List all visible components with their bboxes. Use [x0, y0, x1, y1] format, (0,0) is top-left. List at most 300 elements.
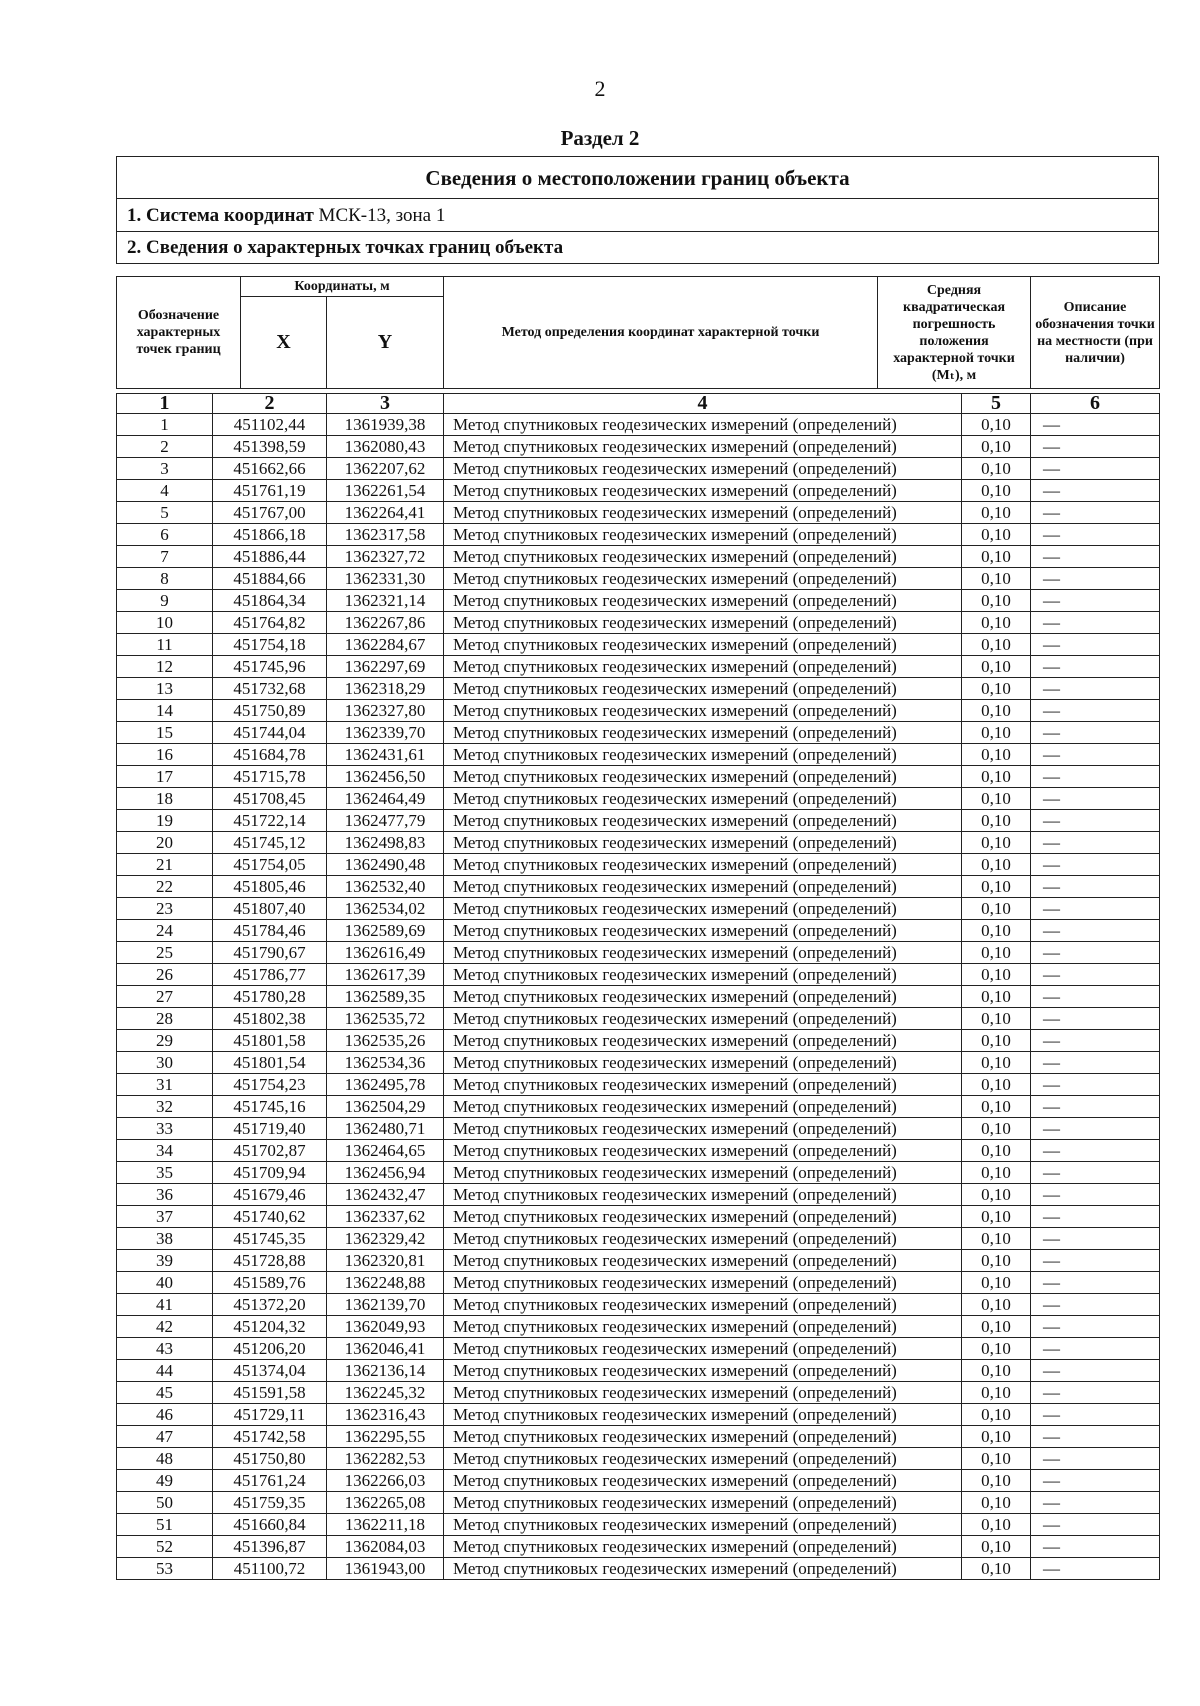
method: Метод спутниковых геодезических измерений (определений)	[444, 920, 962, 942]
point-number: 12	[117, 656, 213, 678]
coordinate-system-value: МСК-13, зона 1	[318, 205, 446, 226]
coord-y: 1361939,38	[327, 414, 444, 436]
column-number: 6	[1031, 394, 1160, 414]
point-number: 24	[117, 920, 213, 942]
description: —	[1031, 414, 1160, 436]
error-value: 0,10	[962, 480, 1031, 502]
point-number: 30	[117, 1052, 213, 1074]
description: —	[1031, 634, 1160, 656]
description: —	[1031, 1470, 1160, 1492]
header-y: Y	[327, 297, 444, 389]
error-value: 0,10	[962, 1404, 1031, 1426]
description: —	[1031, 502, 1160, 524]
method: Метод спутниковых геодезических измерений (определений)	[444, 678, 962, 700]
coord-x: 451754,23	[213, 1074, 327, 1096]
method: Метод спутниковых геодезических измерений (определений)	[444, 1030, 962, 1052]
coord-y: 1362320,81	[327, 1250, 444, 1272]
table-row	[117, 1052, 1160, 1074]
error-value: 0,10	[962, 1448, 1031, 1470]
table-row	[117, 524, 1160, 546]
description: —	[1031, 1096, 1160, 1118]
description: —	[1031, 480, 1160, 502]
description: —	[1031, 1140, 1160, 1162]
method: Метод спутниковых геодезических измерений (определений)	[444, 854, 962, 876]
point-number: 42	[117, 1316, 213, 1338]
description: —	[1031, 1426, 1160, 1448]
error-value: 0,10	[962, 700, 1031, 722]
error-value: 0,10	[962, 986, 1031, 1008]
coord-y: 1362265,08	[327, 1492, 444, 1514]
error-value: 0,10	[962, 744, 1031, 766]
error-value: 0,10	[962, 1360, 1031, 1382]
description: —	[1031, 1536, 1160, 1558]
coord-y: 1362297,69	[327, 656, 444, 678]
method: Метод спутниковых геодезических измерений (определений)	[444, 1162, 962, 1184]
error-value: 0,10	[962, 832, 1031, 854]
error-value: 0,10	[962, 1096, 1031, 1118]
coord-x: 451784,46	[213, 920, 327, 942]
table-row	[117, 854, 1160, 876]
coord-y: 1362432,47	[327, 1184, 444, 1206]
method: Метод спутниковых геодезических измерений (определений)	[444, 788, 962, 810]
coord-x: 451761,24	[213, 1470, 327, 1492]
error-value: 0,10	[962, 1382, 1031, 1404]
error-value: 0,10	[962, 1536, 1031, 1558]
coord-y: 1362261,54	[327, 480, 444, 502]
point-number: 19	[117, 810, 213, 832]
table-row	[117, 1140, 1160, 1162]
method: Метод спутниковых геодезических измерений (определений)	[444, 1008, 962, 1030]
method: Метод спутниковых геодезических измерений (определений)	[444, 1514, 962, 1536]
coord-x: 451864,34	[213, 590, 327, 612]
point-number: 34	[117, 1140, 213, 1162]
coord-x: 451396,87	[213, 1536, 327, 1558]
coord-y: 1362534,02	[327, 898, 444, 920]
method: Метод спутниковых геодезических измерений (определений)	[444, 964, 962, 986]
error-value: 0,10	[962, 656, 1031, 678]
description: —	[1031, 986, 1160, 1008]
point-number: 36	[117, 1184, 213, 1206]
table-row	[117, 1514, 1160, 1536]
coord-x: 451805,46	[213, 876, 327, 898]
description: —	[1031, 942, 1160, 964]
table-row	[117, 678, 1160, 700]
description: —	[1031, 1118, 1160, 1140]
table-row	[117, 634, 1160, 656]
coord-x: 451206,20	[213, 1338, 327, 1360]
coord-y: 1362535,26	[327, 1030, 444, 1052]
table-row	[117, 920, 1160, 942]
error-value: 0,10	[962, 1074, 1031, 1096]
table-row	[117, 546, 1160, 568]
column-header-table	[116, 276, 1160, 389]
method: Метод спутниковых геодезических измерений (определений)	[444, 1096, 962, 1118]
table-row	[117, 656, 1160, 678]
point-number: 49	[117, 1470, 213, 1492]
coord-y: 1362337,62	[327, 1206, 444, 1228]
point-number: 13	[117, 678, 213, 700]
method: Метод спутниковых геодезических измерений (определений)	[444, 1184, 962, 1206]
column-numbers-row	[116, 393, 1160, 414]
error-value: 0,10	[962, 1118, 1031, 1140]
coord-y: 1362136,14	[327, 1360, 444, 1382]
coord-x: 451660,84	[213, 1514, 327, 1536]
table-row	[117, 1536, 1160, 1558]
point-number: 5	[117, 502, 213, 524]
point-number: 15	[117, 722, 213, 744]
point-number: 2	[117, 436, 213, 458]
header-error: Средняя квадратическая погрешность положения характерной точки (Mₜ), м	[878, 277, 1031, 389]
error-value: 0,10	[962, 1426, 1031, 1448]
coord-y: 1362331,30	[327, 568, 444, 590]
error-value: 0,10	[962, 766, 1031, 788]
coord-y: 1362318,29	[327, 678, 444, 700]
column-number: 2	[213, 394, 327, 414]
coord-y: 1362207,62	[327, 458, 444, 480]
description: —	[1031, 1074, 1160, 1096]
coord-y: 1362321,14	[327, 590, 444, 612]
description: —	[1031, 1162, 1160, 1184]
point-number: 45	[117, 1382, 213, 1404]
table-row	[117, 458, 1160, 480]
method: Метод спутниковых геодезических измерений (определений)	[444, 1360, 962, 1382]
coord-x: 451754,18	[213, 634, 327, 656]
method: Метод спутниковых геодезических измерений (определений)	[444, 722, 962, 744]
coord-y: 1362084,03	[327, 1536, 444, 1558]
table-row	[117, 1448, 1160, 1470]
method: Метод спутниковых геодезических измерений (определений)	[444, 656, 962, 678]
coord-x: 451801,58	[213, 1030, 327, 1052]
point-number: 16	[117, 744, 213, 766]
column-number: 3	[327, 394, 444, 414]
point-number: 43	[117, 1338, 213, 1360]
description: —	[1031, 964, 1160, 986]
coord-y: 1362284,67	[327, 634, 444, 656]
error-value: 0,10	[962, 1250, 1031, 1272]
point-number: 40	[117, 1272, 213, 1294]
coord-x: 451709,94	[213, 1162, 327, 1184]
table-row	[117, 1404, 1160, 1426]
error-value: 0,10	[962, 964, 1031, 986]
error-value: 0,10	[962, 568, 1031, 590]
error-value: 0,10	[962, 1140, 1031, 1162]
coord-y: 1362456,50	[327, 766, 444, 788]
coord-x: 451761,19	[213, 480, 327, 502]
error-value: 0,10	[962, 1514, 1031, 1536]
table-row	[117, 1492, 1160, 1514]
error-value: 0,10	[962, 810, 1031, 832]
coord-y: 1362617,39	[327, 964, 444, 986]
method: Метод спутниковых геодезических измерений (определений)	[444, 1536, 962, 1558]
point-number: 7	[117, 546, 213, 568]
coord-y: 1362245,32	[327, 1382, 444, 1404]
coord-x: 451740,62	[213, 1206, 327, 1228]
error-value: 0,10	[962, 414, 1031, 436]
method: Метод спутниковых геодезических измерений (определений)	[444, 1316, 962, 1338]
error-value: 0,10	[962, 678, 1031, 700]
coord-y: 1362490,48	[327, 854, 444, 876]
coord-y: 1362267,86	[327, 612, 444, 634]
coord-x: 451744,04	[213, 722, 327, 744]
description: —	[1031, 1272, 1160, 1294]
method: Метод спутниковых геодезических измерений (определений)	[444, 414, 962, 436]
description: —	[1031, 458, 1160, 480]
error-value: 0,10	[962, 590, 1031, 612]
description: —	[1031, 766, 1160, 788]
method: Метод спутниковых геодезических измерений (определений)	[444, 810, 962, 832]
description: —	[1031, 1030, 1160, 1052]
header-method: Метод определения координат характерной точки	[444, 277, 878, 389]
description: —	[1031, 1316, 1160, 1338]
coord-y: 1362464,49	[327, 788, 444, 810]
coord-y: 1362295,55	[327, 1426, 444, 1448]
description: —	[1031, 1382, 1160, 1404]
method: Метод спутниковых геодезических измерений (определений)	[444, 1206, 962, 1228]
method: Метод спутниковых геодезических измерений (определений)	[444, 876, 962, 898]
coord-x: 451591,58	[213, 1382, 327, 1404]
table-row	[117, 1096, 1160, 1118]
coord-y: 1362616,49	[327, 942, 444, 964]
description: —	[1031, 876, 1160, 898]
coord-x: 451745,96	[213, 656, 327, 678]
coord-x: 451702,87	[213, 1140, 327, 1162]
coord-x: 451886,44	[213, 546, 327, 568]
error-value: 0,10	[962, 1558, 1031, 1580]
method: Метод спутниковых геодезических измерений (определений)	[444, 942, 962, 964]
point-number: 3	[117, 458, 213, 480]
table-row	[117, 1162, 1160, 1184]
point-number: 38	[117, 1228, 213, 1250]
error-value: 0,10	[962, 854, 1031, 876]
coord-y: 1362329,42	[327, 1228, 444, 1250]
table-row	[117, 502, 1160, 524]
point-number: 18	[117, 788, 213, 810]
error-value: 0,10	[962, 1206, 1031, 1228]
description: —	[1031, 1206, 1160, 1228]
table-row	[117, 1074, 1160, 1096]
coord-x: 451754,05	[213, 854, 327, 876]
error-value: 0,10	[962, 524, 1031, 546]
description: —	[1031, 1008, 1160, 1030]
table-row	[117, 436, 1160, 458]
coord-x: 451745,35	[213, 1228, 327, 1250]
table-row	[117, 590, 1160, 612]
coord-y: 1362495,78	[327, 1074, 444, 1096]
table-row	[117, 832, 1160, 854]
point-number: 9	[117, 590, 213, 612]
method: Метод спутниковых геодезических измерений (определений)	[444, 480, 962, 502]
point-number: 32	[117, 1096, 213, 1118]
method: Метод спутниковых геодезических измерений (определений)	[444, 700, 962, 722]
point-number: 23	[117, 898, 213, 920]
error-value: 0,10	[962, 788, 1031, 810]
coord-y: 1362211,18	[327, 1514, 444, 1536]
method: Метод спутниковых геодезических измерений (определений)	[444, 568, 962, 590]
method: Метод спутниковых геодезических измерений (определений)	[444, 744, 962, 766]
error-value: 0,10	[962, 634, 1031, 656]
description: —	[1031, 1052, 1160, 1074]
coord-x: 451589,76	[213, 1272, 327, 1294]
table-row	[117, 1316, 1160, 1338]
table-row	[117, 1030, 1160, 1052]
table-row	[117, 1272, 1160, 1294]
coord-y: 1362456,94	[327, 1162, 444, 1184]
description: —	[1031, 744, 1160, 766]
point-number: 14	[117, 700, 213, 722]
coord-x: 451759,35	[213, 1492, 327, 1514]
method: Метод спутниковых геодезических измерений (определений)	[444, 1228, 962, 1250]
point-number: 25	[117, 942, 213, 964]
section-title: Раздел 2	[560, 126, 640, 150]
table-row	[117, 1294, 1160, 1316]
table-row	[117, 722, 1160, 744]
description: —	[1031, 1184, 1160, 1206]
column-number: 4	[444, 394, 962, 414]
coord-y: 1362248,88	[327, 1272, 444, 1294]
coord-x: 451801,54	[213, 1052, 327, 1074]
coord-x: 451684,78	[213, 744, 327, 766]
header-designation: Обозначение характерных точек границ	[117, 277, 241, 389]
method: Метод спутниковых геодезических измерений (определений)	[444, 1558, 962, 1580]
error-value: 0,10	[962, 1030, 1031, 1052]
coord-x: 451204,32	[213, 1316, 327, 1338]
table-row	[117, 876, 1160, 898]
table-row	[117, 612, 1160, 634]
table-row	[117, 898, 1160, 920]
point-number: 31	[117, 1074, 213, 1096]
point-number: 39	[117, 1250, 213, 1272]
error-value: 0,10	[962, 1470, 1031, 1492]
description: —	[1031, 568, 1160, 590]
coord-x: 451102,44	[213, 414, 327, 436]
error-value: 0,10	[962, 920, 1031, 942]
method: Метод спутниковых геодезических измерений (определений)	[444, 458, 962, 480]
column-number: 5	[962, 394, 1031, 414]
description: —	[1031, 1250, 1160, 1272]
coord-y: 1362534,36	[327, 1052, 444, 1074]
point-number: 21	[117, 854, 213, 876]
point-number: 50	[117, 1492, 213, 1514]
error-value: 0,10	[962, 502, 1031, 524]
table-row	[117, 1426, 1160, 1448]
coord-x: 451662,66	[213, 458, 327, 480]
method: Метод спутниковых геодезических измерений (определений)	[444, 1272, 962, 1294]
coord-y: 1362480,71	[327, 1118, 444, 1140]
coordinate-system	[117, 199, 1158, 232]
coord-y: 1362266,03	[327, 1470, 444, 1492]
error-value: 0,10	[962, 942, 1031, 964]
coord-x: 451729,11	[213, 1404, 327, 1426]
description: —	[1031, 898, 1160, 920]
method: Метод спутниковых геодезических измерений (определений)	[444, 766, 962, 788]
point-number: 47	[117, 1426, 213, 1448]
coord-y: 1362431,61	[327, 744, 444, 766]
coord-x: 451807,40	[213, 898, 327, 920]
table-row	[117, 700, 1160, 722]
point-number: 41	[117, 1294, 213, 1316]
method: Метод спутниковых геодезических измерений (определений)	[444, 1140, 962, 1162]
error-value: 0,10	[962, 1162, 1031, 1184]
coord-y: 1362317,58	[327, 524, 444, 546]
description: —	[1031, 612, 1160, 634]
coord-y: 1361943,00	[327, 1558, 444, 1580]
coord-x: 451732,68	[213, 678, 327, 700]
table-row	[117, 414, 1160, 436]
description: —	[1031, 920, 1160, 942]
coord-y: 1362532,40	[327, 876, 444, 898]
method: Метод спутниковых геодезических измерений (определений)	[444, 546, 962, 568]
coord-x: 451374,04	[213, 1360, 327, 1382]
coord-x: 451786,77	[213, 964, 327, 986]
method: Метод спутниковых геодезических измерений (определений)	[444, 1470, 962, 1492]
method: Метод спутниковых геодезических измерений (определений)	[444, 590, 962, 612]
points-table-body	[117, 414, 1160, 1580]
page-number: 2	[594, 76, 606, 101]
table-row	[117, 1228, 1160, 1250]
table-row	[117, 1184, 1160, 1206]
point-number: 10	[117, 612, 213, 634]
table-row	[117, 1206, 1160, 1228]
coord-x: 451728,88	[213, 1250, 327, 1272]
description: —	[1031, 1228, 1160, 1250]
description: —	[1031, 832, 1160, 854]
coord-x: 451745,12	[213, 832, 327, 854]
point-number: 4	[117, 480, 213, 502]
error-value: 0,10	[962, 458, 1031, 480]
coord-y: 1362464,65	[327, 1140, 444, 1162]
description: —	[1031, 1514, 1160, 1536]
method: Метод спутниковых геодезических измерений (определений)	[444, 634, 962, 656]
point-number: 8	[117, 568, 213, 590]
point-number: 51	[117, 1514, 213, 1536]
description: —	[1031, 590, 1160, 612]
error-value: 0,10	[962, 1228, 1031, 1250]
coord-x: 451719,40	[213, 1118, 327, 1140]
table-row	[117, 744, 1160, 766]
error-value: 0,10	[962, 722, 1031, 744]
coord-x: 451708,45	[213, 788, 327, 810]
error-value: 0,10	[962, 546, 1031, 568]
coord-y: 1362498,83	[327, 832, 444, 854]
point-number: 29	[117, 1030, 213, 1052]
coord-x: 451372,20	[213, 1294, 327, 1316]
coord-y: 1362339,70	[327, 722, 444, 744]
table-row	[117, 1360, 1160, 1382]
error-value: 0,10	[962, 612, 1031, 634]
point-number: 35	[117, 1162, 213, 1184]
error-value: 0,10	[962, 1492, 1031, 1514]
description: —	[1031, 1294, 1160, 1316]
coord-y: 1362589,35	[327, 986, 444, 1008]
point-number: 11	[117, 634, 213, 656]
method: Метод спутниковых геодезических измерений (определений)	[444, 986, 962, 1008]
description: —	[1031, 854, 1160, 876]
main-title: Сведения о местоположении границ объекта	[117, 157, 1158, 199]
error-value: 0,10	[962, 898, 1031, 920]
point-number: 26	[117, 964, 213, 986]
coord-x: 451780,28	[213, 986, 327, 1008]
coordinate-system-label: 1. Система координат	[127, 205, 314, 226]
table-row	[117, 1470, 1160, 1492]
method: Метод спутниковых геодезических измерений (определений)	[444, 1338, 962, 1360]
table-row	[117, 1338, 1160, 1360]
method: Метод спутниковых геодезических измерений (определений)	[444, 524, 962, 546]
description: —	[1031, 524, 1160, 546]
table-row	[117, 1118, 1160, 1140]
table-row	[117, 1558, 1160, 1580]
coord-y: 1362282,53	[327, 1448, 444, 1470]
method: Метод спутниковых геодезических измерений (определений)	[444, 1404, 962, 1426]
